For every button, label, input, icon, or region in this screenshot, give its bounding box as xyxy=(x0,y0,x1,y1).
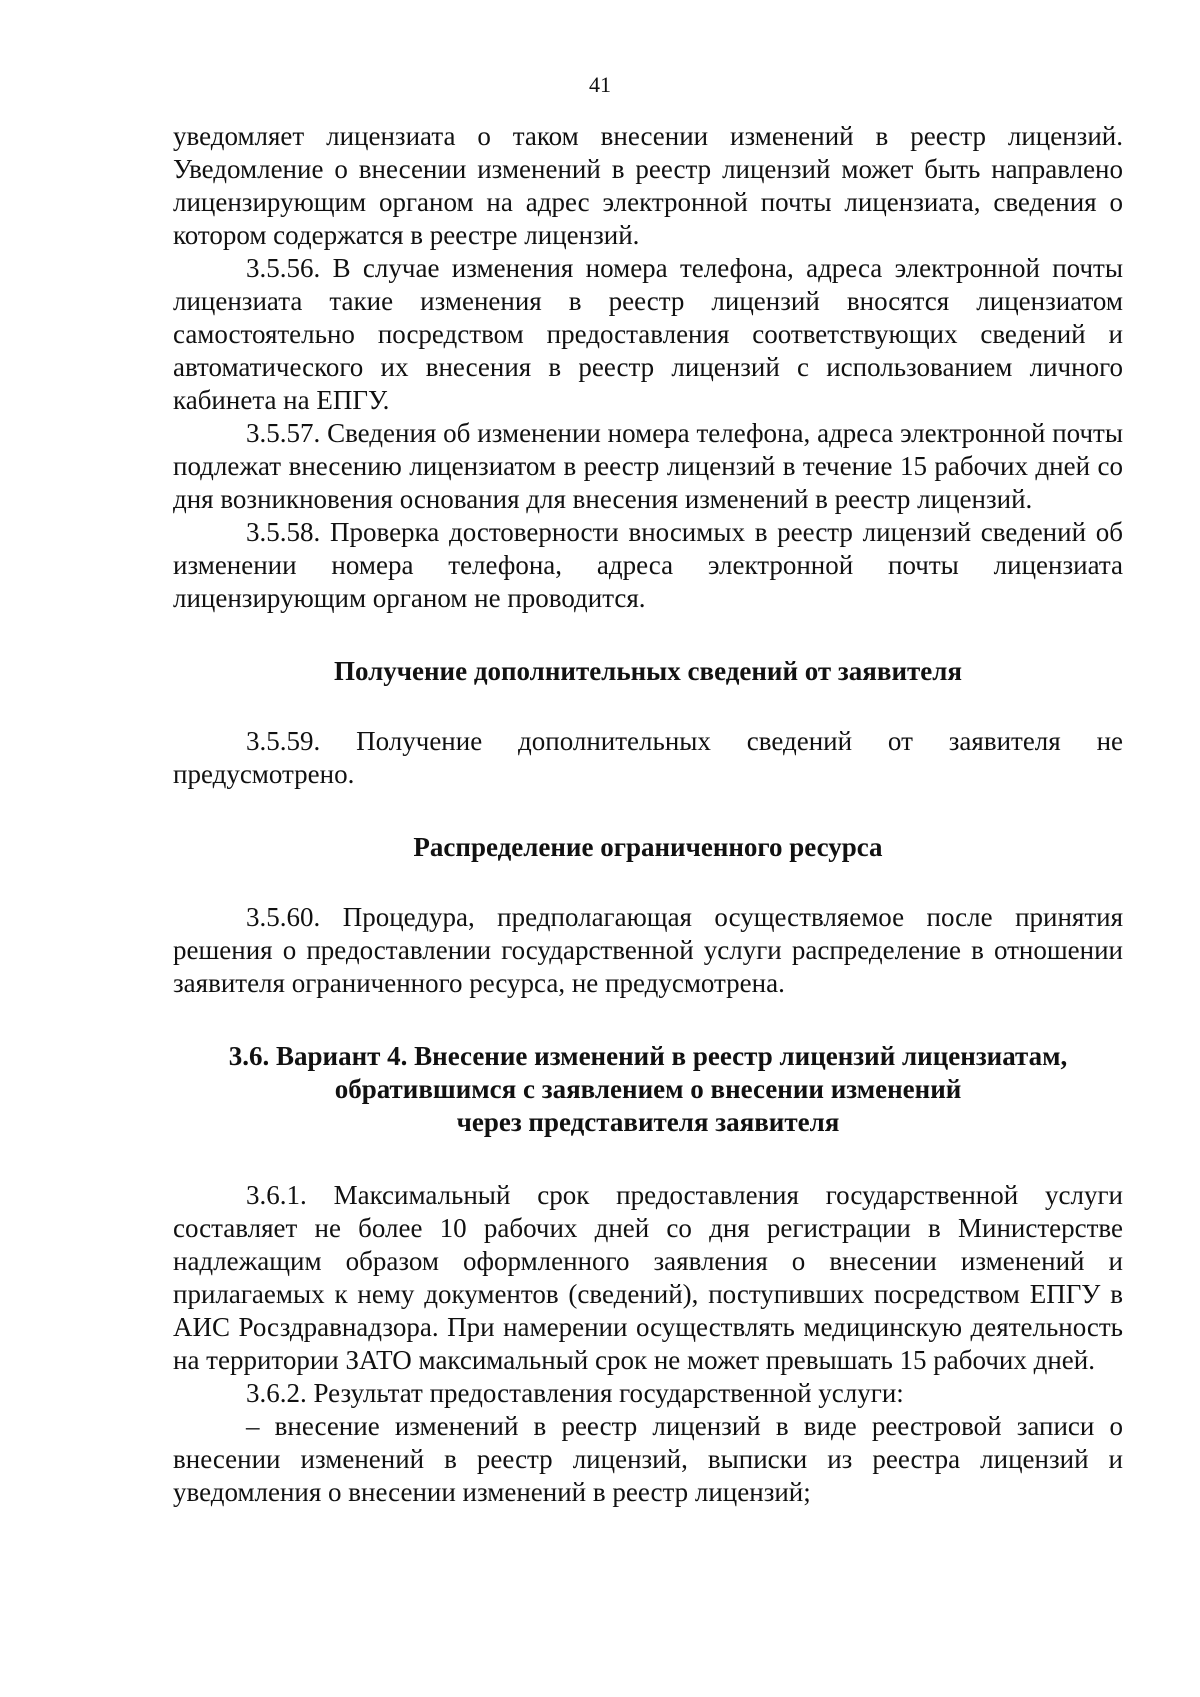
paragraph-3-6-2: 3.6.2. Результат предоставления государственной услуги: xyxy=(246,1378,904,1408)
heading-variant-4 xyxy=(173,1040,1123,1139)
heading-additional-info: Получение дополнительных сведений от заявителя xyxy=(333,656,963,686)
heading-variant-4-line: обратившимся с заявлением о внесении изменений xyxy=(334,1074,962,1104)
heading-variant-4-line: через представителя заявителя xyxy=(456,1107,840,1137)
paragraph-3-6-1: 3.6.1. Максимальный срок предоставления государственной услуги составляет не более 10 рабочих дней со дня регистрации в Министерстве надлежащим образом оформленного заявления о внесении изменений и прилагаемых к нему документов (сведений), поступивших посредством ЕПГУ в АИС Росздравнадзора. При намерении осуществлять медицинскую деятельность на территории ЗАТО максимальный срок не может превышать 15 рабочих дней. xyxy=(173,1180,1123,1375)
paragraph-continuation: уведомляет лицензиата о таком внесении изменений в реестр лицензий. Уведомление о внесении изменений в реестр лицензий может быть направлено лицензирующим органом на адрес электронной почты лицензиата, сведения о котором содержатся в реестре лицензий. xyxy=(173,121,1123,250)
heading-limited-resource: Распределение ограниченного ресурса xyxy=(413,832,883,862)
paragraph-3-5-56: 3.5.56. В случае изменения номера телефона, адреса электронной почты лицензиата такие изменения в реестр лицензий вносятся лицензиатом самостоятельно посредством предоставления соответствующих сведений и автоматического их внесения в реестр лицензий с использованием личного кабинета на ЕПГУ. xyxy=(173,253,1123,415)
heading-variant-4-line: 3.6. Вариант 4. Внесение изменений в реестр лицензий лицензиатам, xyxy=(228,1041,1068,1071)
document-body xyxy=(173,120,1123,1509)
page-number: 41 xyxy=(589,72,611,97)
paragraph-3-5-60: 3.5.60. Процедура, предполагающая осуществляемое после принятия решения о предоставлении государственной услуги распределение в отношении заявителя ограниченного ресурса, не предусмотрена. xyxy=(173,902,1123,998)
list-item-result: – внесение изменений в реестр лицензий в виде реестровой записи о внесении изменений в реестр лицензий, выписки из реестра лицензий и уведомления о внесении изменений в реестр лицензий; xyxy=(173,1411,1123,1507)
paragraph-3-5-57: 3.5.57. Сведения об изменении номера телефона, адреса электронной почты подлежат внесению лицензиатом в реестр лицензий в течение 15 рабочих дней со дня возникновения основания для внесения изменений в реестр лицензий. xyxy=(173,418,1123,514)
paragraph-3-5-59: 3.5.59. Получение дополнительных сведений от заявителя не предусмотрено. xyxy=(173,726,1123,789)
paragraph-3-5-58: 3.5.58. Проверка достоверности вносимых в реестр лицензий сведений об изменении номера телефона, адреса электронной почты лицензиата лицензирующим органом не проводится. xyxy=(173,517,1123,613)
